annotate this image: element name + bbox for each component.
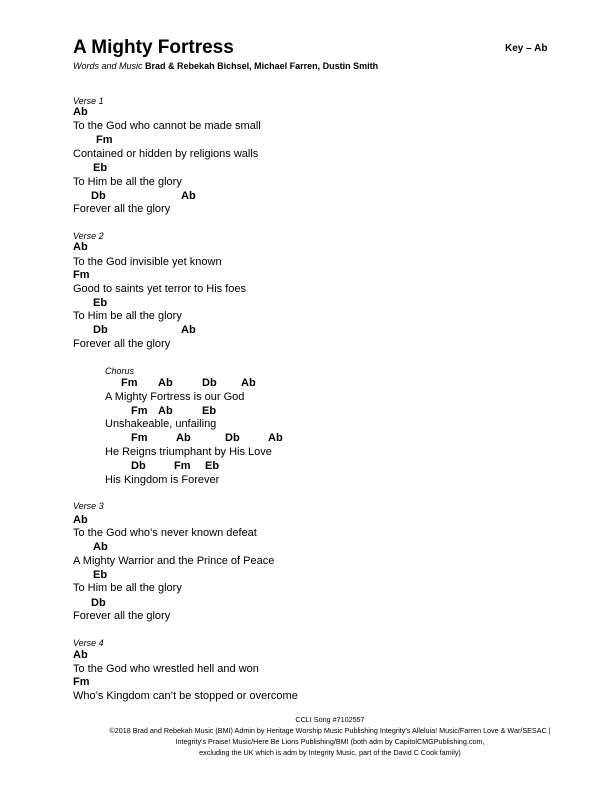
chord: Ab	[241, 377, 256, 389]
copyright-line: ©2018 Brad and Rebekah Music (BMI) Admin by Heritage Worship Music Publishing Integrity's Alleluia! Music/Farren Love & War/SESAC |	[109, 726, 551, 735]
chord: Db	[131, 460, 146, 472]
lyric-line: Contained or hidden by religions walls	[73, 148, 259, 160]
lyric-line: To the God who wrestled hell and won	[73, 663, 259, 675]
chord: Ab	[181, 190, 196, 202]
song-title: A Mighty Fortress	[73, 37, 234, 58]
chord: Db	[202, 377, 217, 389]
chord: Eb	[93, 569, 108, 581]
chord: Ab	[73, 649, 88, 661]
section-label: Chorus	[105, 366, 135, 376]
chord: Db	[93, 324, 108, 336]
chord: Db	[91, 190, 106, 202]
lyric-line: To the God who cannot be made small	[73, 120, 261, 132]
credit-label: Words and Music	[73, 61, 143, 71]
song-key: Key – Ab	[505, 43, 548, 54]
chord: Fm	[96, 134, 113, 146]
chord: Ab	[73, 106, 88, 118]
lyric-line: Unshakeable, unfailing	[105, 418, 217, 430]
lyric-line: A Mighty Warrior and the Prince of Peace	[73, 555, 275, 567]
lyric-line: Good to saints yet terror to His foes	[73, 283, 247, 295]
lyric-line: His Kingdom is Forever	[105, 474, 220, 486]
chord: Ab	[73, 241, 88, 253]
chord: Fm	[73, 676, 90, 688]
copyright-line: Integrity's Praise! Music/Here Be Lions Publishing/BMI (both adm by CapitolCMGPublishing.com,	[175, 737, 485, 746]
chord: Eb	[93, 162, 108, 174]
chord: Eb	[205, 460, 220, 472]
credits	[73, 59, 378, 73]
chord: Ab	[176, 432, 191, 444]
chord: Eb	[93, 297, 108, 309]
chord: Fm	[73, 269, 90, 281]
ccli-number: CCLI Song #7102557	[295, 715, 365, 724]
chord: Ab	[268, 432, 283, 444]
lyric-line: To the God invisible yet known	[73, 256, 222, 268]
lyric-line: A Mighty Fortress is our God	[105, 391, 245, 403]
chord: Fm	[131, 405, 148, 417]
chord: Ab	[73, 514, 88, 526]
lyric-line: To Him be all the glory	[73, 176, 182, 188]
chord: Ab	[158, 405, 173, 417]
authors: Brad & Rebekah Bichsel, Michael Farren, Dustin Smith	[145, 61, 379, 71]
lyric-line: To Him be all the glory	[73, 310, 182, 322]
section-label: Verse 4	[73, 638, 104, 648]
copyright-line: excluding the UK which is adm by Integrity Music, part of the David C Cook family)	[199, 748, 461, 757]
lyric-line: To Him be all the glory	[73, 582, 182, 594]
lyric-line: Forever all the glory	[73, 610, 171, 622]
lyric-line: Forever all the glory	[73, 338, 171, 350]
copyright-footer	[0, 712, 612, 758]
chord: Db	[91, 597, 106, 609]
chord: Db	[225, 432, 240, 444]
section-label: Verse 1	[73, 96, 104, 106]
section-label: Verse 2	[73, 231, 104, 241]
chord: Eb	[202, 405, 217, 417]
lyric-line: Forever all the glory	[73, 203, 171, 215]
lyric-line: He Reigns triumphant by His Love	[105, 446, 272, 458]
lyric-line: Who’s Kingdom can’t be stopped or overcome	[73, 690, 298, 702]
chord: Fm	[131, 432, 148, 444]
chord: Fm	[174, 460, 191, 472]
section-label: Verse 3	[73, 501, 104, 511]
chord: Ab	[93, 541, 108, 553]
chord: Ab	[181, 324, 196, 336]
chord: Fm	[121, 377, 138, 389]
lyric-line: To the God who’s never known defeat	[73, 527, 257, 539]
chord: Ab	[158, 377, 173, 389]
